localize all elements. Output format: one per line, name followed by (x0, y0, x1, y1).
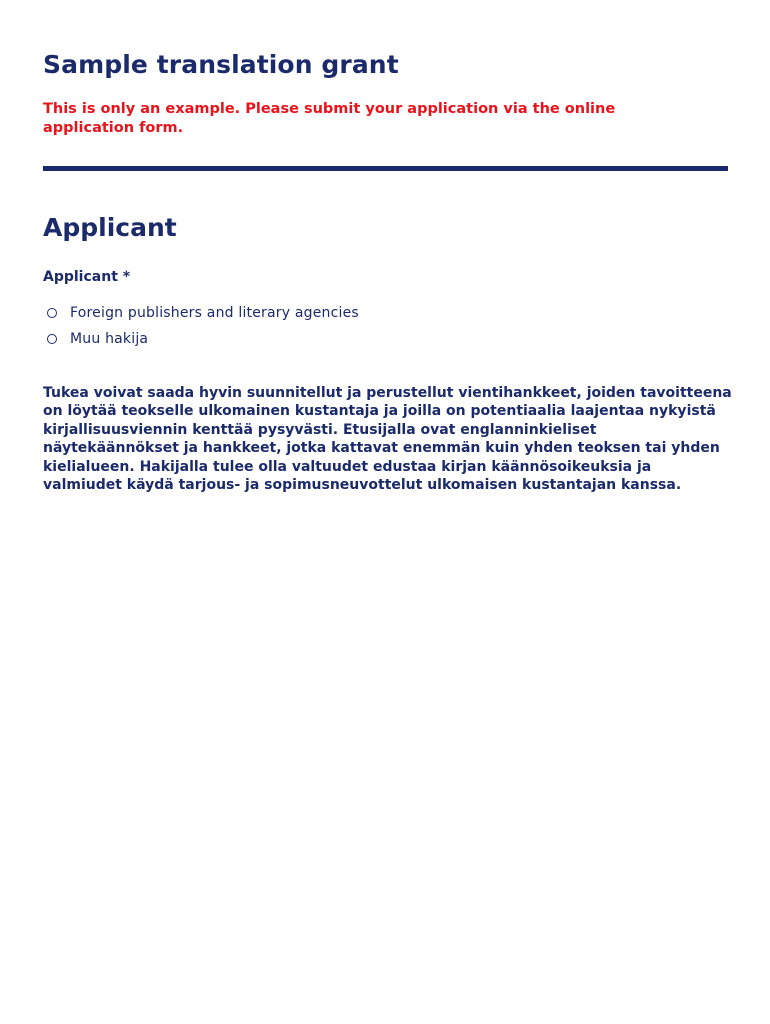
section-title-applicant: Applicant (43, 213, 177, 242)
radio-option-muu-hakija[interactable] (47, 331, 148, 347)
radio-button-unselected-icon[interactable] (47, 308, 57, 318)
radio-option-foreign-publishers[interactable] (47, 305, 359, 321)
radio-button-unselected-icon[interactable] (47, 334, 57, 344)
divider-rule (43, 166, 728, 171)
applicant-description: Tukea voivat saada hyvin suunnitellut ja perustellut vientihankkeet, joiden tavoitteena on löytää teokselle ulkomainen kustantaja ja joilla on potentiaalia laajentaa nykyistä kirjallisuusviennin kenttää pysyvästi. Etusijalla ovat englanninkieliset näytekäännökset ja hankkeet, jotka kattavat enemmän kuin yhden teoksen tai yhden kielialueen. Hakijalla tulee olla valtuudet edustaa kirjan käännösoikeuksia ja valmiudet käydä tarjous- ja sopimusneuvottelut ulkomaisen kustantajan kanssa. (43, 385, 732, 494)
example-notice: This is only an example. Please submit your application via the online application form. (43, 101, 616, 136)
radio-option-label: Muu hakija (70, 331, 149, 347)
applicant-field-label: Applicant * (43, 269, 131, 285)
radio-option-label: Foreign publishers and literary agencies (70, 305, 359, 321)
page-title: Sample translation grant (43, 50, 399, 79)
